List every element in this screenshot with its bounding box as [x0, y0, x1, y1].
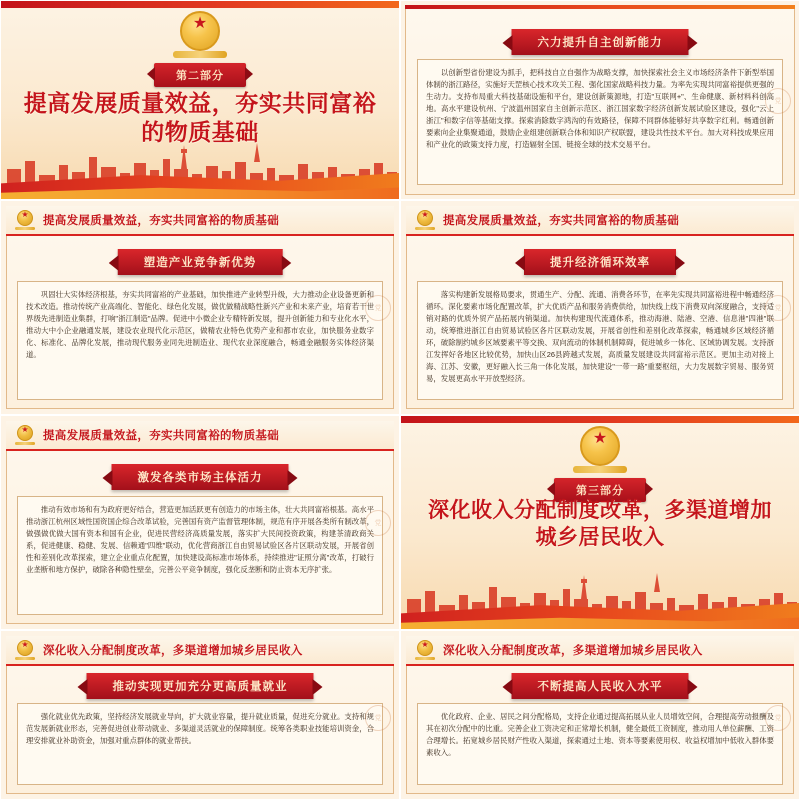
header-title: 提高发展质量效益，夯实共同富裕的物质基础: [443, 215, 679, 227]
body-text-box: [417, 703, 783, 785]
body-paragraph: 推动有效市场和有为政府更好结合，营造更加活跃更有创造力的市场主体，壮大共同富裕根基。高水平推动浙江杭州区域性国资国企综合改革试验，完善国有资产监督管理体制，规范有序开展各类所有制改革，做强做优做大国有资本和国有企业，促进民营经济高质量发展，落实扩大民间投资政策，构建茶清政商关系，促进健康、稳健、发展、信赖通"四维"联动，优化营商浙江自由贸易试验区各片区联动发展，开展省创性和差别化改革探索，建立企业重点化配置，加快建设高标准市场体系，持续推进"证照分离"改革，打破行业垄断和地方保护，破除各种隐性壁垒，完善公平竞争制度，强化反垄断和防止资本无序扩张。: [26, 505, 374, 574]
page-title: 深化收入分配制度改革，多渠道增加城乡居民收入: [428, 499, 772, 549]
part-label-chip: 第三部分: [554, 478, 646, 502]
page-title: 提高发展质量效益，夯实共同富裕的物质基础: [23, 90, 377, 146]
watermark-badge: 党: [765, 88, 791, 114]
national-emblem-icon: ★: [414, 210, 436, 230]
body-text-box: [417, 59, 783, 185]
watermark-badge: 党: [365, 705, 391, 731]
slide-header: [6, 421, 394, 451]
body-text-box: [17, 703, 383, 785]
slide-cover-part3: [400, 415, 800, 630]
slide-innovation-capability: [400, 0, 800, 200]
section-banner: 推动实现更加充分更高质量就业: [87, 673, 314, 699]
national-emblem-icon: ★: [14, 425, 36, 445]
watermark-badge: 党: [365, 295, 391, 321]
part-label-chip: 第二部分: [154, 63, 246, 87]
national-emblem-icon: ★: [14, 640, 36, 660]
slide-economic-circulation: [400, 200, 800, 415]
national-emblem-icon: ★: [569, 422, 631, 474]
body-paragraph: 巩固壮大实体经济根基，夯实共同富裕的产业基础，加快推进产业转型升级，大力推动企业设备更新和技术改造。推动传统产业高端化、智能化、绿色化发展，做优做精战略性新兴产业和未来产业，培育若干世界级先进制造业集群，打响"浙江制造"品牌。促进中小微企业专精特新发展，提升创新能力和专业化水平，推动大中小企业融通发展，建设农业现代化示范区，做精农业特色优势产业和都市农业，加快服务业数字化、标准化、品牌化发展，推动现代服务业同先进制造业、现代农业深度融合，畅通金融服务实体经济渠道。: [26, 290, 374, 359]
section-banner: 不断提高人民收入水平: [512, 673, 689, 699]
header-title: 提高发展质量效益，夯实共同富裕的物质基础: [43, 215, 279, 227]
section-banner: 塑造产业竞争新优势: [118, 249, 283, 275]
body-paragraph: 强化就业优先政策，坚持经济发展就业导向，扩大就业容量，提升就业质量，促进充分就业。支持和规范发展新就业形态，完善促进创业带动就业、多渠道灵活就业的保障制度。统筹各类职业技能培训资金，合理安排就业补助资金，加强对重点群体的就业帮扶。: [26, 712, 374, 745]
header-title: 深化收入分配制度改革，多渠道增加城乡居民收入: [43, 645, 303, 657]
body-paragraph: 以创新型省份建设为抓手，把科技自立自强作为战略支撑，加快探索社会主义市场经济条件下新型举国体制的浙江路径，实施好天罡核心技术攻关工程、强化国家战略科技力量。为率先实现共同富裕提供更强的生动力。支持布局重大科技基础设施和平台，建设创新策源地，打造"互联网+"、生命健康、新材料科创高地。高水平建设杭州、宁波温州国家自主创新示范区、浙江国家数字经济创新发展试验区建设，强化"云上浙江"和数字信等基础支撑。探索消除数字鸿沟的有效路径，保障不同群体能够好共享数字红利。畅通创新要素向企业集聚通道，鼓励企业组建创新联合体和知识产权联盟，建设共性技术平台。加大对科技成果应用和产业化的政策支持力度，打造辐射全国、链接全球的技术交易平台。: [426, 68, 774, 149]
section-banner: 六力提升自主创新能力: [512, 29, 689, 55]
body-text-box: [417, 281, 783, 400]
slide-header: [406, 636, 794, 666]
header-title: 深化收入分配制度改革，多渠道增加城乡居民收入: [443, 645, 703, 657]
watermark-badge: 党: [765, 705, 791, 731]
top-accent-bar: [405, 5, 795, 9]
watermark-badge: 党: [365, 510, 391, 536]
national-emblem-icon: ★: [169, 7, 231, 59]
body-paragraph: 落实构建新发展格局要求，贯通生产、分配、流通、消费各环节，在率先实现共同富裕进程中畅通经济循环。深化要素市场化配置改革，扩大优质产品和服务消费供给，加快线上线下消费双向深度融合，支持适销对路的优质外贸产品拓展内销渠道。加快构建现代流通体系，推动海港、陆港、空港、信息港"四港"联动，统筹推进浙江自由贸易试验区各片区联动发展，开展省创性和差别化改革探索，畅通城乡区域经济循环，破除制约城乡区域要素平等交换、双向流动的体制机制障碍，促进城乡一体化、区域协调发展。支持浙江发挥好各地区比较优势，加快山区26县跨越式发展，高质量发展建设共同富裕示范区。更加主动对接上海、江苏、安徽，更好融入长三角一体化发展，加快建设"一带一路"重要枢纽，大力发展数字贸易、服务贸易，发展更高水平开放型经济。: [426, 290, 774, 383]
slide-income-level: [400, 630, 800, 800]
section-banner: 激发各类市场主体活力: [112, 464, 289, 490]
watermark-badge: 党: [765, 295, 791, 321]
body-paragraph: 优化政府、企业、居民之间分配格局，支持企业通过提高拓展从业人员增效空间，合理提高劳动报酬及其在初次分配中的比重。完善企业工资决定和正常增长机制，健全最低工资制度，推动用人单位薪酬、工资合理增长。拓宽城乡居民财产性收入渠道，探索通过土地、资本等要素使用权、收益权增加中低收入群体要素收入。: [426, 712, 774, 757]
body-text-box: [17, 496, 383, 615]
slide-cover-part2: [0, 0, 400, 200]
slide-industry-advantage: [0, 200, 400, 415]
slide-header: [6, 636, 394, 666]
slide-employment: [0, 630, 400, 800]
header-title: 提高发展质量效益，夯实共同富裕的物质基础: [43, 430, 279, 442]
slide-header: [406, 206, 794, 236]
section-banner: 提升经济循环效率: [524, 249, 676, 275]
slide-market-vitality: [0, 415, 400, 630]
slide-header: [6, 206, 394, 236]
national-emblem-icon: ★: [414, 640, 436, 660]
national-emblem-icon: ★: [14, 210, 36, 230]
body-text-box: [17, 281, 383, 400]
